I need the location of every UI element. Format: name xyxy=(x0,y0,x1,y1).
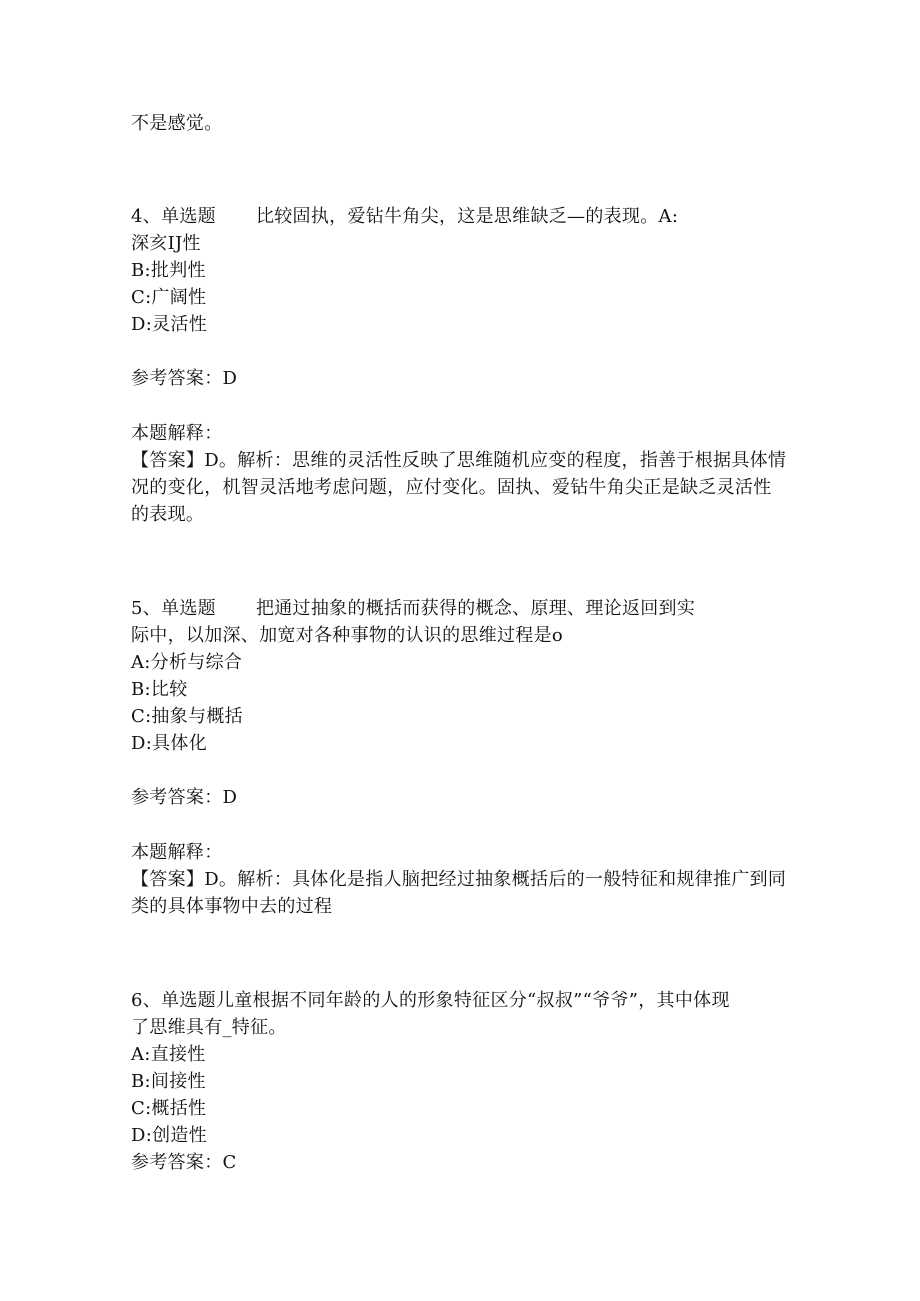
q6-option-c: C:概括性 xyxy=(131,1098,207,1119)
q5-explanation-title: 本题解释： xyxy=(131,842,223,863)
q5-option-a: A:分析与综合 xyxy=(131,652,243,673)
q5-number-type: 5、单选题 xyxy=(131,598,216,619)
q4-option-d: D:灵活性 xyxy=(131,314,207,335)
q4-option-c: C:广阔性 xyxy=(131,287,207,308)
q4-explanation-line-3: 的表现。 xyxy=(131,504,205,525)
q4-explanation-line-1: 【答案】D。解析：思维的灵活性反映了思维随机应变的程度，指善于根据具体情 xyxy=(131,450,787,471)
q5-explanation-line-2: 类的具体事物中去的过程 xyxy=(131,896,333,917)
q4-option-a: 深亥IJ性 xyxy=(131,233,201,254)
q4-number-type: 4、单选题 xyxy=(131,206,216,227)
intro-tail-text: 不是感觉。 xyxy=(131,113,223,134)
q5-answer: 参考答案：D xyxy=(131,787,238,808)
q4-explanation-line-2: 况的变化，机智灵活地考虑问题，应付变化。固执、爱钻牛角尖正是缺乏灵活性 xyxy=(131,477,772,498)
q5-stem: 把通过抽象的概括而获得的概念、原理、理论返回到实 xyxy=(255,598,696,619)
q5-stem-line-1 xyxy=(131,597,695,621)
q6-option-b: B:间接性 xyxy=(131,1071,206,1092)
q4-stem: 比较固执，爱钻牛角尖，这是思维缺乏—的表现。A: xyxy=(255,206,679,227)
q6-option-a: A:直接性 xyxy=(131,1044,206,1065)
q4-explanation-title: 本题解释： xyxy=(131,423,223,444)
q6-stem-line-2: 了思维具有_特征。 xyxy=(131,1017,287,1038)
q5-stem-line-2: 际中，以加深、加宽对各种事物的认识的思维过程是o xyxy=(131,625,564,646)
q6-stem-line-1: 6、单选题儿童根据不同年龄的人的形象特征区分“叔叔”“爷爷”，其中体现 xyxy=(131,990,730,1011)
q5-explanation-line-1: 【答案】D。解析：具体化是指人脑把经过抽象概括后的一般特征和规律推广到同 xyxy=(131,869,787,890)
q5-option-d: D:具体化 xyxy=(131,733,207,754)
q5-option-b: B:比较 xyxy=(131,679,188,700)
q5-option-c: C:抽象与概括 xyxy=(131,706,243,727)
q6-answer: 参考答案：C xyxy=(131,1152,237,1173)
q4-stem-line-1 xyxy=(131,205,678,229)
q4-answer: 参考答案：D xyxy=(131,368,238,389)
q4-option-b: B:批判性 xyxy=(131,260,206,281)
q6-option-d: D:创造性 xyxy=(131,1125,207,1146)
